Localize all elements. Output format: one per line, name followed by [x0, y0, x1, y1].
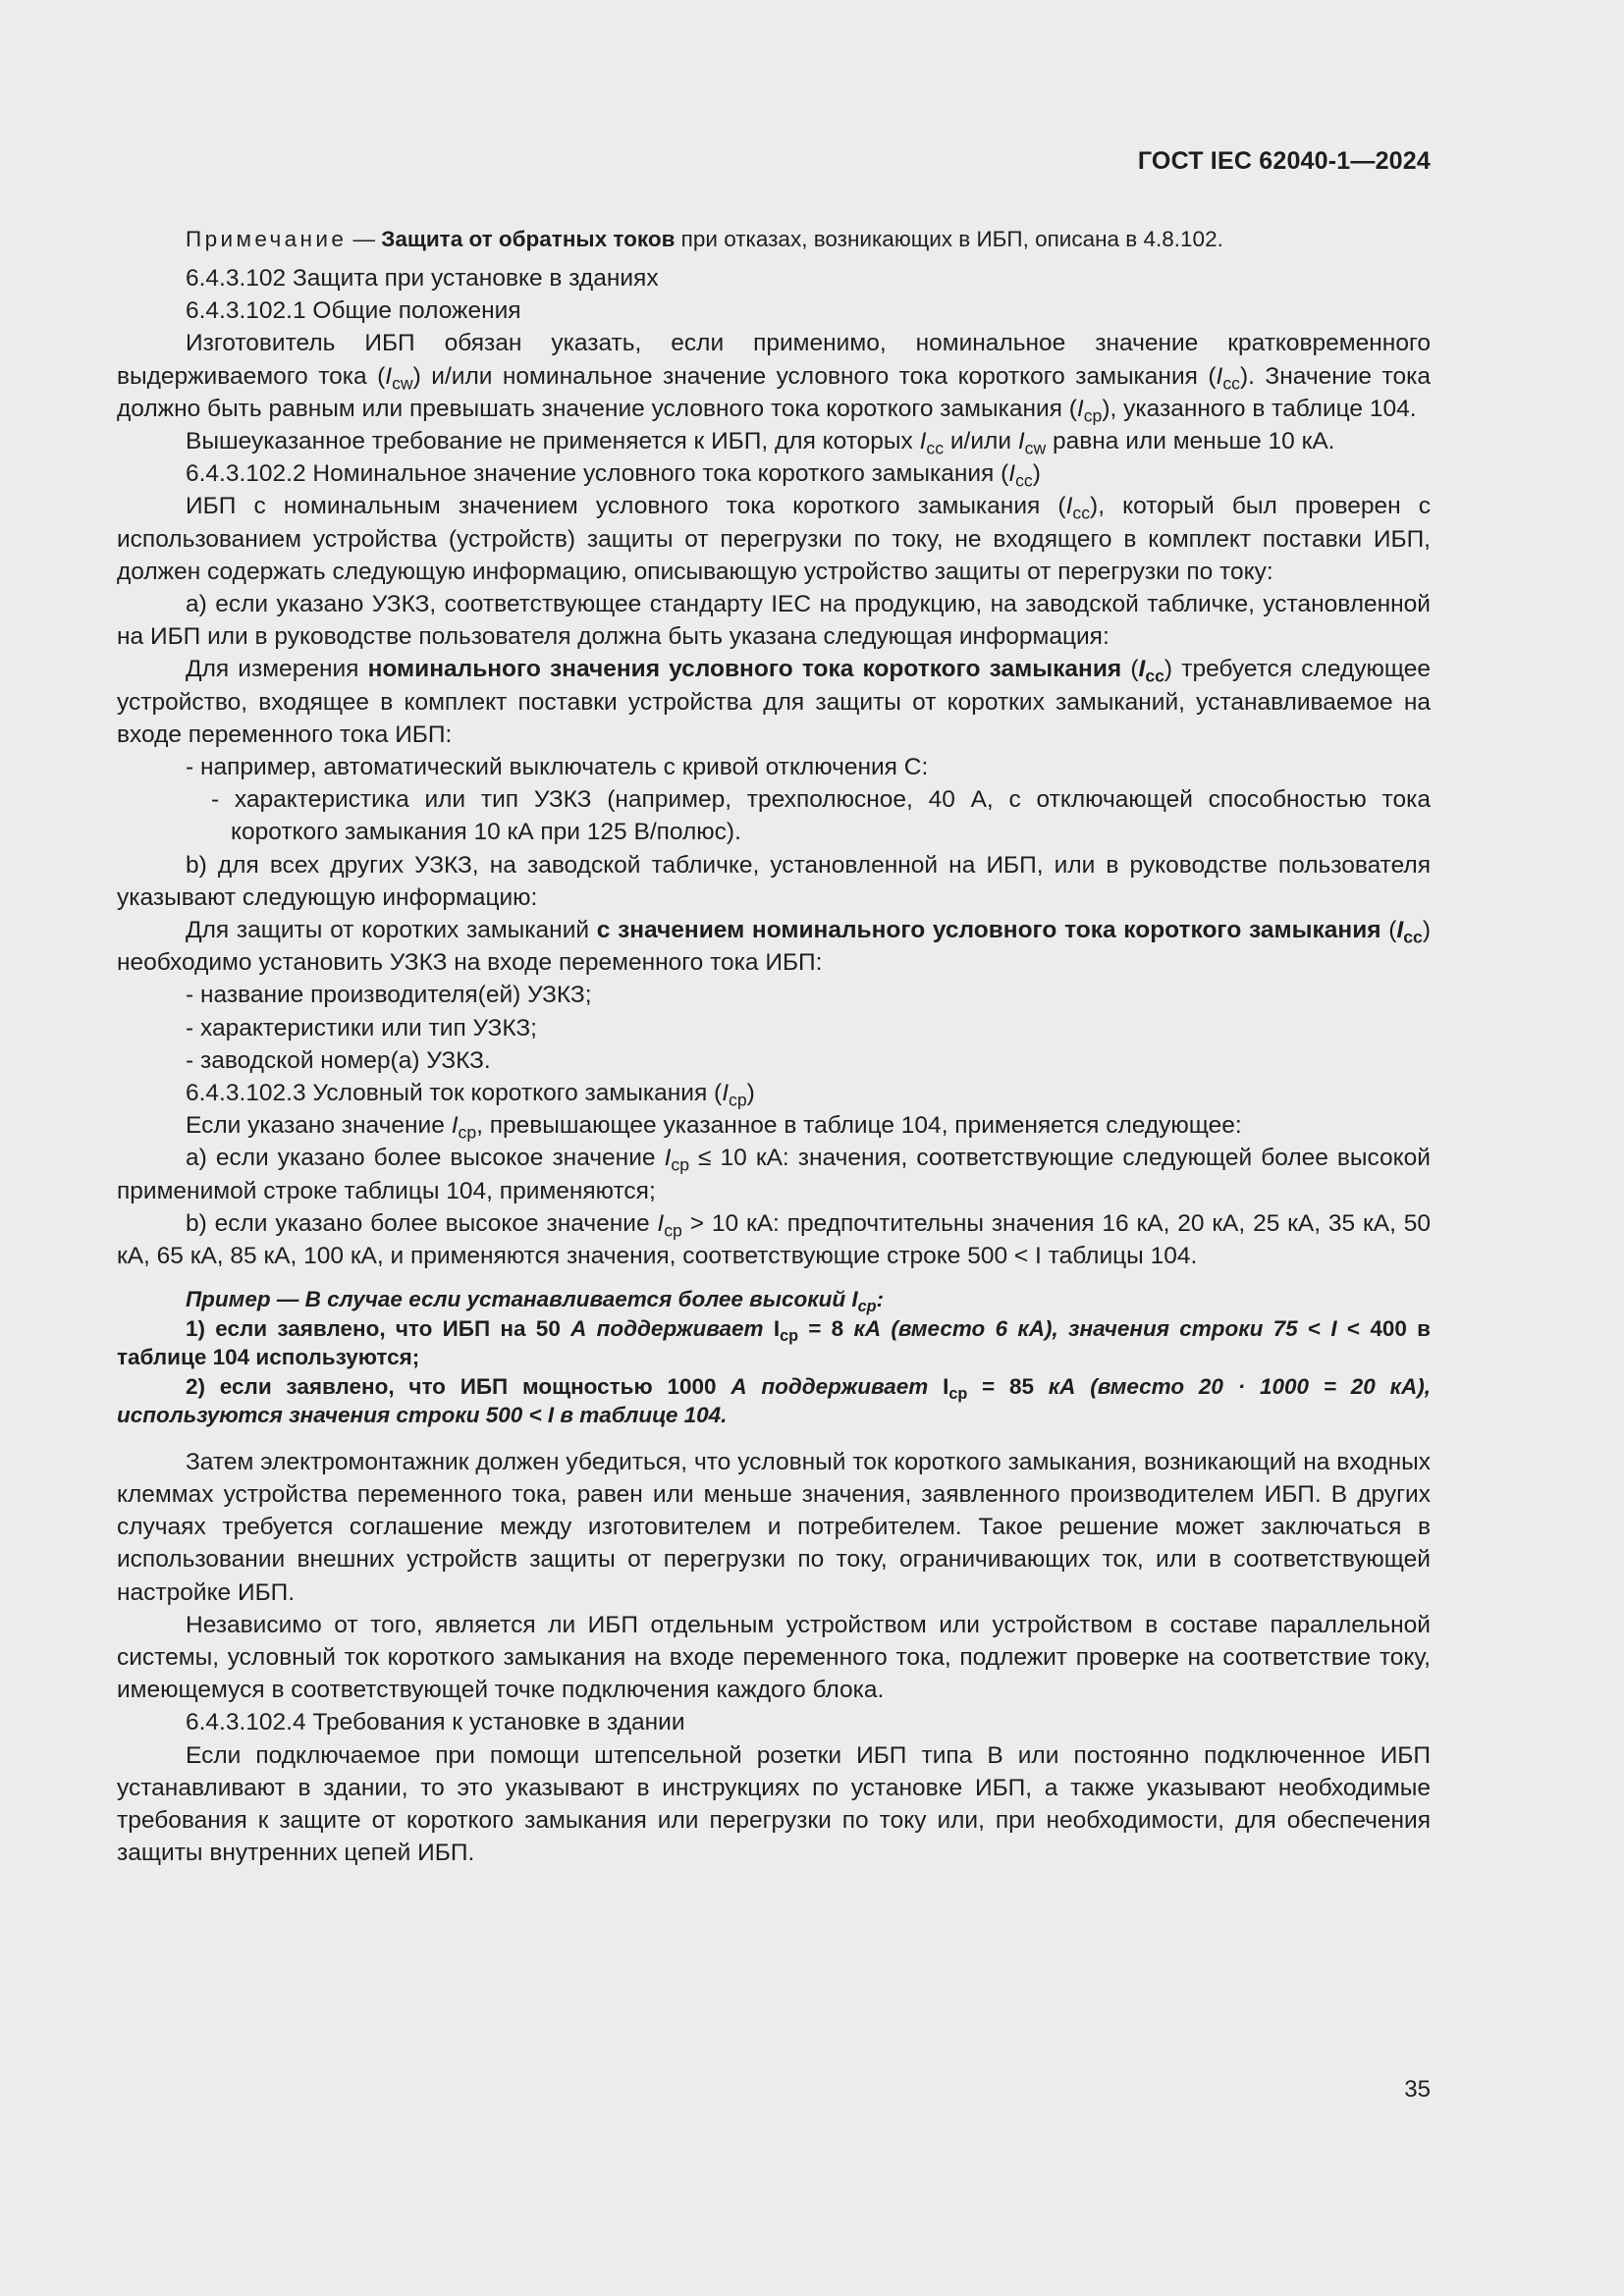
paragraph: ИБП с номинальным значением условного тока короткого замыкания $(I_{cc})$, который был проверен с использованием устройства (устройств) защиты от перегрузки по току, не входящего в комплект поставки ИБП, должен содержать следующую информацию, описывающую устройство защиты от перегрузки по току: — [117, 493, 1431, 585]
example-item: 2) если заявлено, что ИБП мощностью 1000 А поддерживает $I_{cp} = 85$ кА (вместо 20 · 1000 = 20 кА), используются значения строки 500 < I в таблице 104. — [117, 1373, 1431, 1428]
note: Примечание — Защита от обратных токов при отказах, возникающих в ИБП, описана в 4.8.102. — [186, 227, 1223, 251]
paragraph: Затем электромонтажник должен убедиться, что условный ток короткого замыкания, возникающий на входных клеммах устройства переменного тока, равен или меньше значения, заявленного производителем ИБП. В других случаях требуется соглашение между изготовителем и потребителем. Такое решение может заключаться в использовании внешних устройств защиты от перегрузки по току, ограничивающих ток, или в соответствующей настройке ИБП. — [117, 1448, 1431, 1606]
paragraph: Если указано значение $I_{cp}$, превышающее указанное в таблице 104, применяется следующее: — [186, 1112, 1242, 1143]
section-heading: 6.4.3.102.2 Номинальное значение условного тока короткого замыкания $(I_{cc})$ — [186, 460, 1041, 491]
paragraph: Изготовитель ИБП обязан указать, если применимо, номинальное значение кратковременного выдерживаемого тока $(I_{cw})$ и/или номинальное значение условного тока короткого замыкания $(I_{cc})$. Значение тока должно быть равным или превышать значение условного тока короткого замыкания $(I_{cp})$, указанного в таблице 104. — [117, 330, 1431, 426]
list-item: - заводской номер(а) УЗКЗ. — [186, 1046, 491, 1074]
paragraph: а) если указано более высокое значение $I_{cp} \le 10$ кА: значения, соответствующие следующей более высокой применимой строке таблицы 104, применяются; — [117, 1145, 1431, 1204]
paragraph: Для измерения номинального значения условного тока короткого замыкания $(I_{cc})$ требуется следующее устройство, входящее в комплект поставки устройства для защиты от коротких замыканий, устанавливаемое на входе переменного тока ИБП: — [117, 656, 1431, 748]
example-item: 1) если заявлено, что ИБП на 50 А поддерживает $I_{cp} = 8$ кА (вместо 6 кА), значения строки 75 < I < 400 в таблице 104 используются; — [117, 1315, 1431, 1370]
paragraph: а) если указано УЗКЗ, соответствующее стандарту IEC на продукцию, на заводской табличке, установленной на ИБП или в руководстве пользователя должна быть указана следующая информация: — [117, 591, 1431, 651]
note-bold: Защита от обратных токов — [381, 227, 676, 251]
paragraph: Если подключаемое при помощи штепсельной розетки ИБП типа В или постоянно подключенное ИБП устанавливают в здании, то это указывают в инструкциях по установке ИБП, а также указывают необходимые требования к защите от короткого замыкания или перегрузки по току или, при необходимости, для обеспечения защиты внутренних цепей ИБП. — [117, 1741, 1431, 1867]
list-item: - название производителя(ей) УЗКЗ; — [186, 982, 592, 1009]
section-heading: 6.4.3.102 Защита при установке в зданиях — [186, 265, 659, 292]
paragraph: Независимо от того, является ли ИБП отдельным устройством или устройством в составе параллельной системы, условный ток короткого замыкания на входе переменного тока, подлежит проверке на соответствие току, имеющемуся в соответствующей точке подключения каждого блока. — [117, 1611, 1431, 1704]
document-header: ГОСТ IEC 62040-1—2024 — [1137, 147, 1431, 175]
list-item: - характеристики или тип УЗКЗ; — [186, 1014, 537, 1041]
list-item: - например, автоматический выключатель с кривой отключения С: — [186, 754, 929, 781]
section-heading: 6.4.3.102.3 Условный ток короткого замыкания $(I_{cp})$ — [186, 1080, 755, 1110]
document-body — [117, 225, 1431, 1869]
page-number: 35 — [1404, 2076, 1431, 2103]
list-item: - характеристика или тип УЗКЗ (например, трехполюсное, 40 А, с отключающей способностью тока короткого замыкания 10 кА при 125 В/полюс). — [211, 786, 1431, 846]
paragraph: Вышеуказанное требование не применяется к ИБП, для которых $I_{cc}$ и/или $I_{cw}$ равна или меньше 10 кА. — [186, 428, 1335, 458]
example-heading: Пример — В случае если устанавливается более высокий $I_{cp}$: — [186, 1287, 885, 1316]
section-heading: 6.4.3.102.1 Общие положения — [186, 297, 521, 325]
note-label: Примечание — [186, 227, 348, 251]
paragraph: b) для всех других УЗКЗ, на заводской табличке, установленной на ИБП, или в руководстве пользователя указывают следующую информацию: — [117, 851, 1431, 911]
example-block — [117, 1285, 1431, 1430]
paragraph: b) если указано более высокое значение $I_{cp} > 10$ кА: предпочтительны значения 16 кА, 20 кА, 25 кА, 35 кА, 50 кА, 65 кА, 85 кА, 100 кА, и применяются значения, соответствующие строке 500 < I таблицы 104. — [117, 1209, 1431, 1270]
section-heading: 6.4.3.102.4 Требования к установке в здании — [186, 1709, 685, 1736]
paragraph: Для защиты от коротких замыканий с значением номинального условного тока короткого замыкания $(I_{cc})$ необходимо установить УЗКЗ на входе переменного тока ИБП: — [117, 917, 1431, 977]
